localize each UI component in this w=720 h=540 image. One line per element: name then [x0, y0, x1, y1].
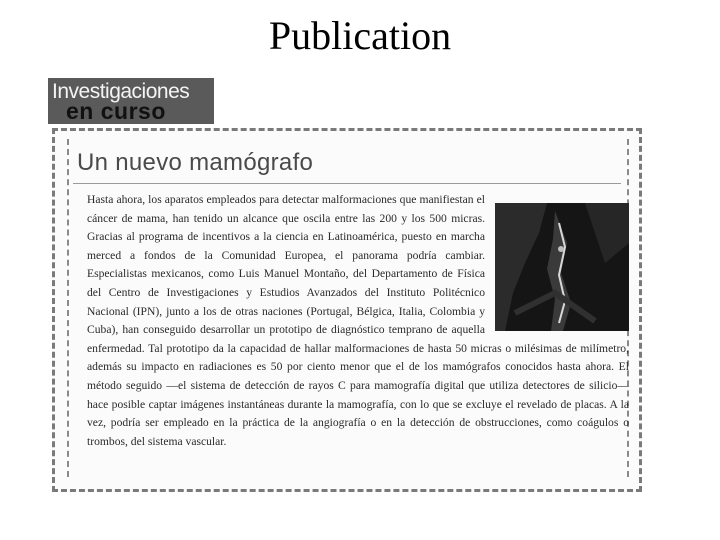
section-header-line2: en curso	[66, 98, 166, 124]
slide-title: Publication	[268, 13, 452, 58]
article-clipping	[52, 128, 642, 492]
section-header-logo	[48, 78, 214, 124]
article-title: Un nuevo mamógrafo	[77, 149, 314, 176]
section-header-line1: Investigaciones	[52, 80, 190, 103]
article-body-container	[87, 191, 629, 451]
mammography-photo	[495, 203, 629, 331]
article-body-text: Hasta ahora, los aparatos empleados para detectar malformaciones que manifiestan el cáncer de mama, han tenido un alcance que oscila entre las 200 y los 500 micras. Gracias al programa de incentivos a la ciencia en Latinoamérica, puesto en marcha merced a fondos de la Comunidad Europea, el panorama podría cambiar. Especialistas mexicanos, como Luis Manuel Montaño, del Departamento de Física del Centro de Investigaciones y Estudios Avanzados del Instituto Politécnico Nacional (IPN), junto a los de otras naciones (Portugal, Bélgica, Italia, Colombia y Cuba), han conseguido desarrollar un prototipo de diagnóstico temprano de aquella enfermedad. Tal prototipo da la capacidad de hallar malformaciones de hasta 50 micras o milésimas de milímetro, además su impacto en radiaciones es 50 por ciento menor que el de los mamógrafos conocidos hasta ahora. El método seguido —el sistema de detección de rayos C para mamografía digital que utiliza detectores de silicio— hace posible captar imágenes instantáneas durante la mamografía, con lo que se excluye el revelado de placas. A la vez, podría ser empleado en la práctica de la angiografía o en la detección de obstrucciones, como coágulos o trombos, del sistema vascular.	[87, 193, 629, 448]
title-divider	[73, 183, 621, 184]
